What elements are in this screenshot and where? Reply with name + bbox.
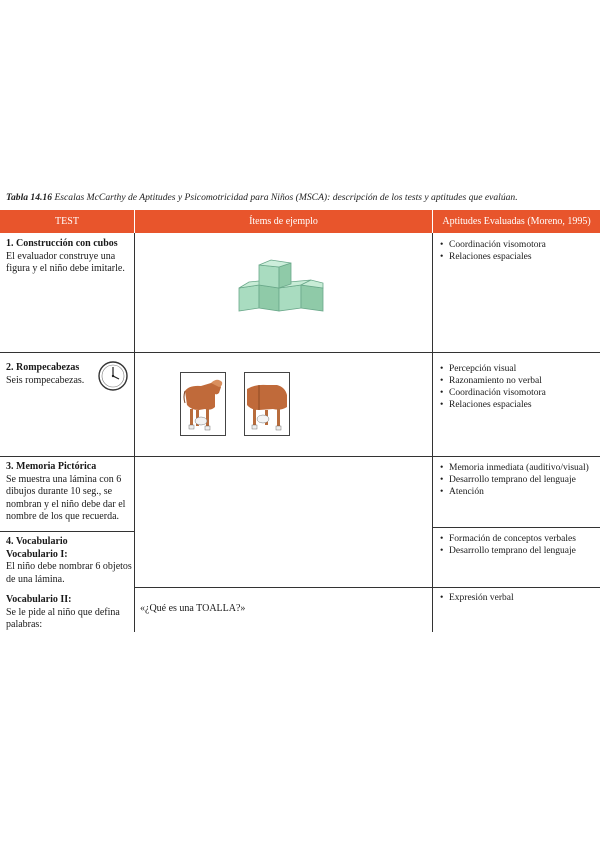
test-subtitle: Vocabulario II: [6,594,72,605]
table-label: Tabla 14.16 [6,192,53,203]
row-vocabulario-aptitudes-2 [440,592,598,604]
grid-line [432,233,433,632]
row-construccion-aptitudes [440,239,598,263]
aptitude-item: • Atención [440,486,598,498]
grid-line [0,456,600,457]
aptitude-item: • Razonamiento no verbal [440,375,598,387]
test-title: 1. Construcción con cubos [6,238,118,249]
aptitude-item: • Desarrollo temprano del lenguaje [440,545,598,557]
aptitude-item: • Percepción visual [440,363,598,375]
test-description: Se muestra una lámina con 6 dibujos durante 10 seg., se nombran y el niño debe dar el nombre de los que recuerda. [6,473,126,522]
aptitude-item: • Relaciones espaciales [440,399,598,411]
header-items: Ítems de ejemplo [135,210,432,233]
cow-puzzle-piece [244,372,290,436]
aptitude-item: • Coordinación visomotora [440,239,598,251]
aptitude-item: • Coordinación visomotora [440,387,598,399]
table-caption [6,192,598,203]
grid-line [134,587,600,588]
test-title: 2. Rompecabezas [6,362,80,373]
row-memoria-aptitudes [440,462,598,498]
grid-line [432,527,600,528]
example-question: «¿Qué es una TOALLA?» [140,603,246,614]
test-description: El evaluador construye una figura y el niño debe imitarle. [6,250,125,274]
row-rompecabezas-test [6,362,96,387]
table-title: Escalas McCarthy de Aptitudes y Psicomotricidad para Niños (MSCA): descripción de los tests y aptitudes que evalúan. [54,192,518,203]
aptitude-item: • Memoria inmediata (auditivo/visual) [440,462,598,474]
grid-line [0,352,600,353]
row-memoria-test [6,461,132,524]
test-description: El niño debe nombrar 6 objetos de una lámina. [6,561,132,585]
row-vocabulario-aptitudes-1 [440,533,598,557]
row-vocabulario-test [6,536,132,632]
test-title: 4. Vocabulario [6,536,68,547]
test-description: Seis rompecabezas. [6,374,85,386]
test-title: 3. Memoria Pictórica [6,461,97,472]
test-subtitle: Vocabulario I: [6,548,68,560]
row-construccion-test [6,238,132,276]
grid-line [0,531,134,532]
grid-line [134,233,135,632]
aptitude-item: • Expresión verbal [440,592,598,604]
header-aptitudes: Aptitudes Evaluadas (Moreno, 1995) [433,210,600,233]
clock-icon [97,360,129,392]
row-rompecabezas-aptitudes [440,363,598,411]
aptitude-item: • Relaciones espaciales [440,251,598,263]
aptitude-item: • Formación de conceptos verbales [440,533,598,545]
msca-table [0,210,600,632]
cube-blocks-figure [237,258,327,323]
cow-puzzle-piece [180,372,226,436]
aptitude-item: • Desarrollo temprano del lenguaje [440,474,598,486]
header-test: TEST [0,210,134,233]
test-description: Se le pide al niño que defina palabras: [6,606,120,630]
